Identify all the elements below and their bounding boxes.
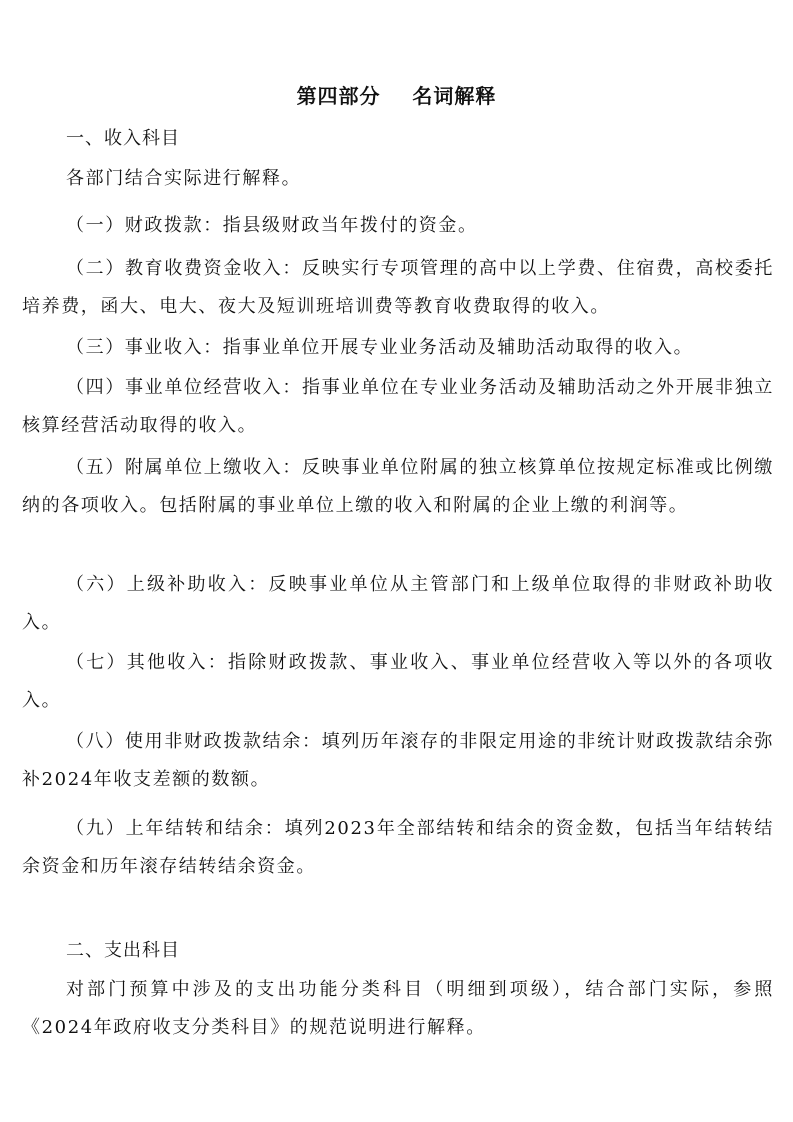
section-heading-expenditure: 二、支出科目 [66,940,180,961]
expenditure-body: 对部门预算中涉及的支出功能分类科目（明细到项级），结合部门实际，参照《2024年政府收支分类科目》的规范说明进行解释。 [22,979,774,1038]
income-item-5: （五）附属单位上缴收入：反映事业单位附属的独立核算单位按规定标准或比例缴纳的各项收入。包括附属的事业单位上缴的收入和附属的企业上缴的利润等。 [22,457,774,516]
income-item-3: （三）事业收入：指事业单位开展专业业务活动及辅助活动取得的收入。 [66,337,694,358]
income-item-4: （四）事业单位经营收入：指事业单位在专业业务活动及辅助活动之外开展非独立核算经营活动取得的收入。 [22,377,774,436]
income-intro: 各部门结合实际进行解释。 [66,168,302,189]
income-item-6: （六）上级补助收入：反映事业单位从主管部门和上级单位取得的非财政补助收入。 [22,574,774,633]
income-item-8: （八）使用非财政拨款结余：填列历年滚存的非限定用途的非统计财政拨款结余弥补2024年收支差额的数额。 [22,731,774,790]
income-item-9: （九）上年结转和结余：填列2023年全部结转和结余的资金数，包括当年结转结余资金和历年滚存结转结余资金。 [22,818,774,877]
page-title: 第四部分 名词解释 [296,84,497,108]
section-heading-income: 一、收入科目 [66,128,180,149]
income-item-1: （一）财政拨款：指县级财政当年拨付的资金。 [66,215,478,236]
income-item-7: （七）其他收入：指除财政拨款、事业收入、事业单位经营收入等以外的各项收入。 [22,652,774,711]
income-item-2: （二）教育收费资金收入：反映实行专项管理的高中以上学费、住宿费，高校委托培养费，函大、电大、夜大及短训班培训费等教育收费取得的收入。 [22,258,774,317]
